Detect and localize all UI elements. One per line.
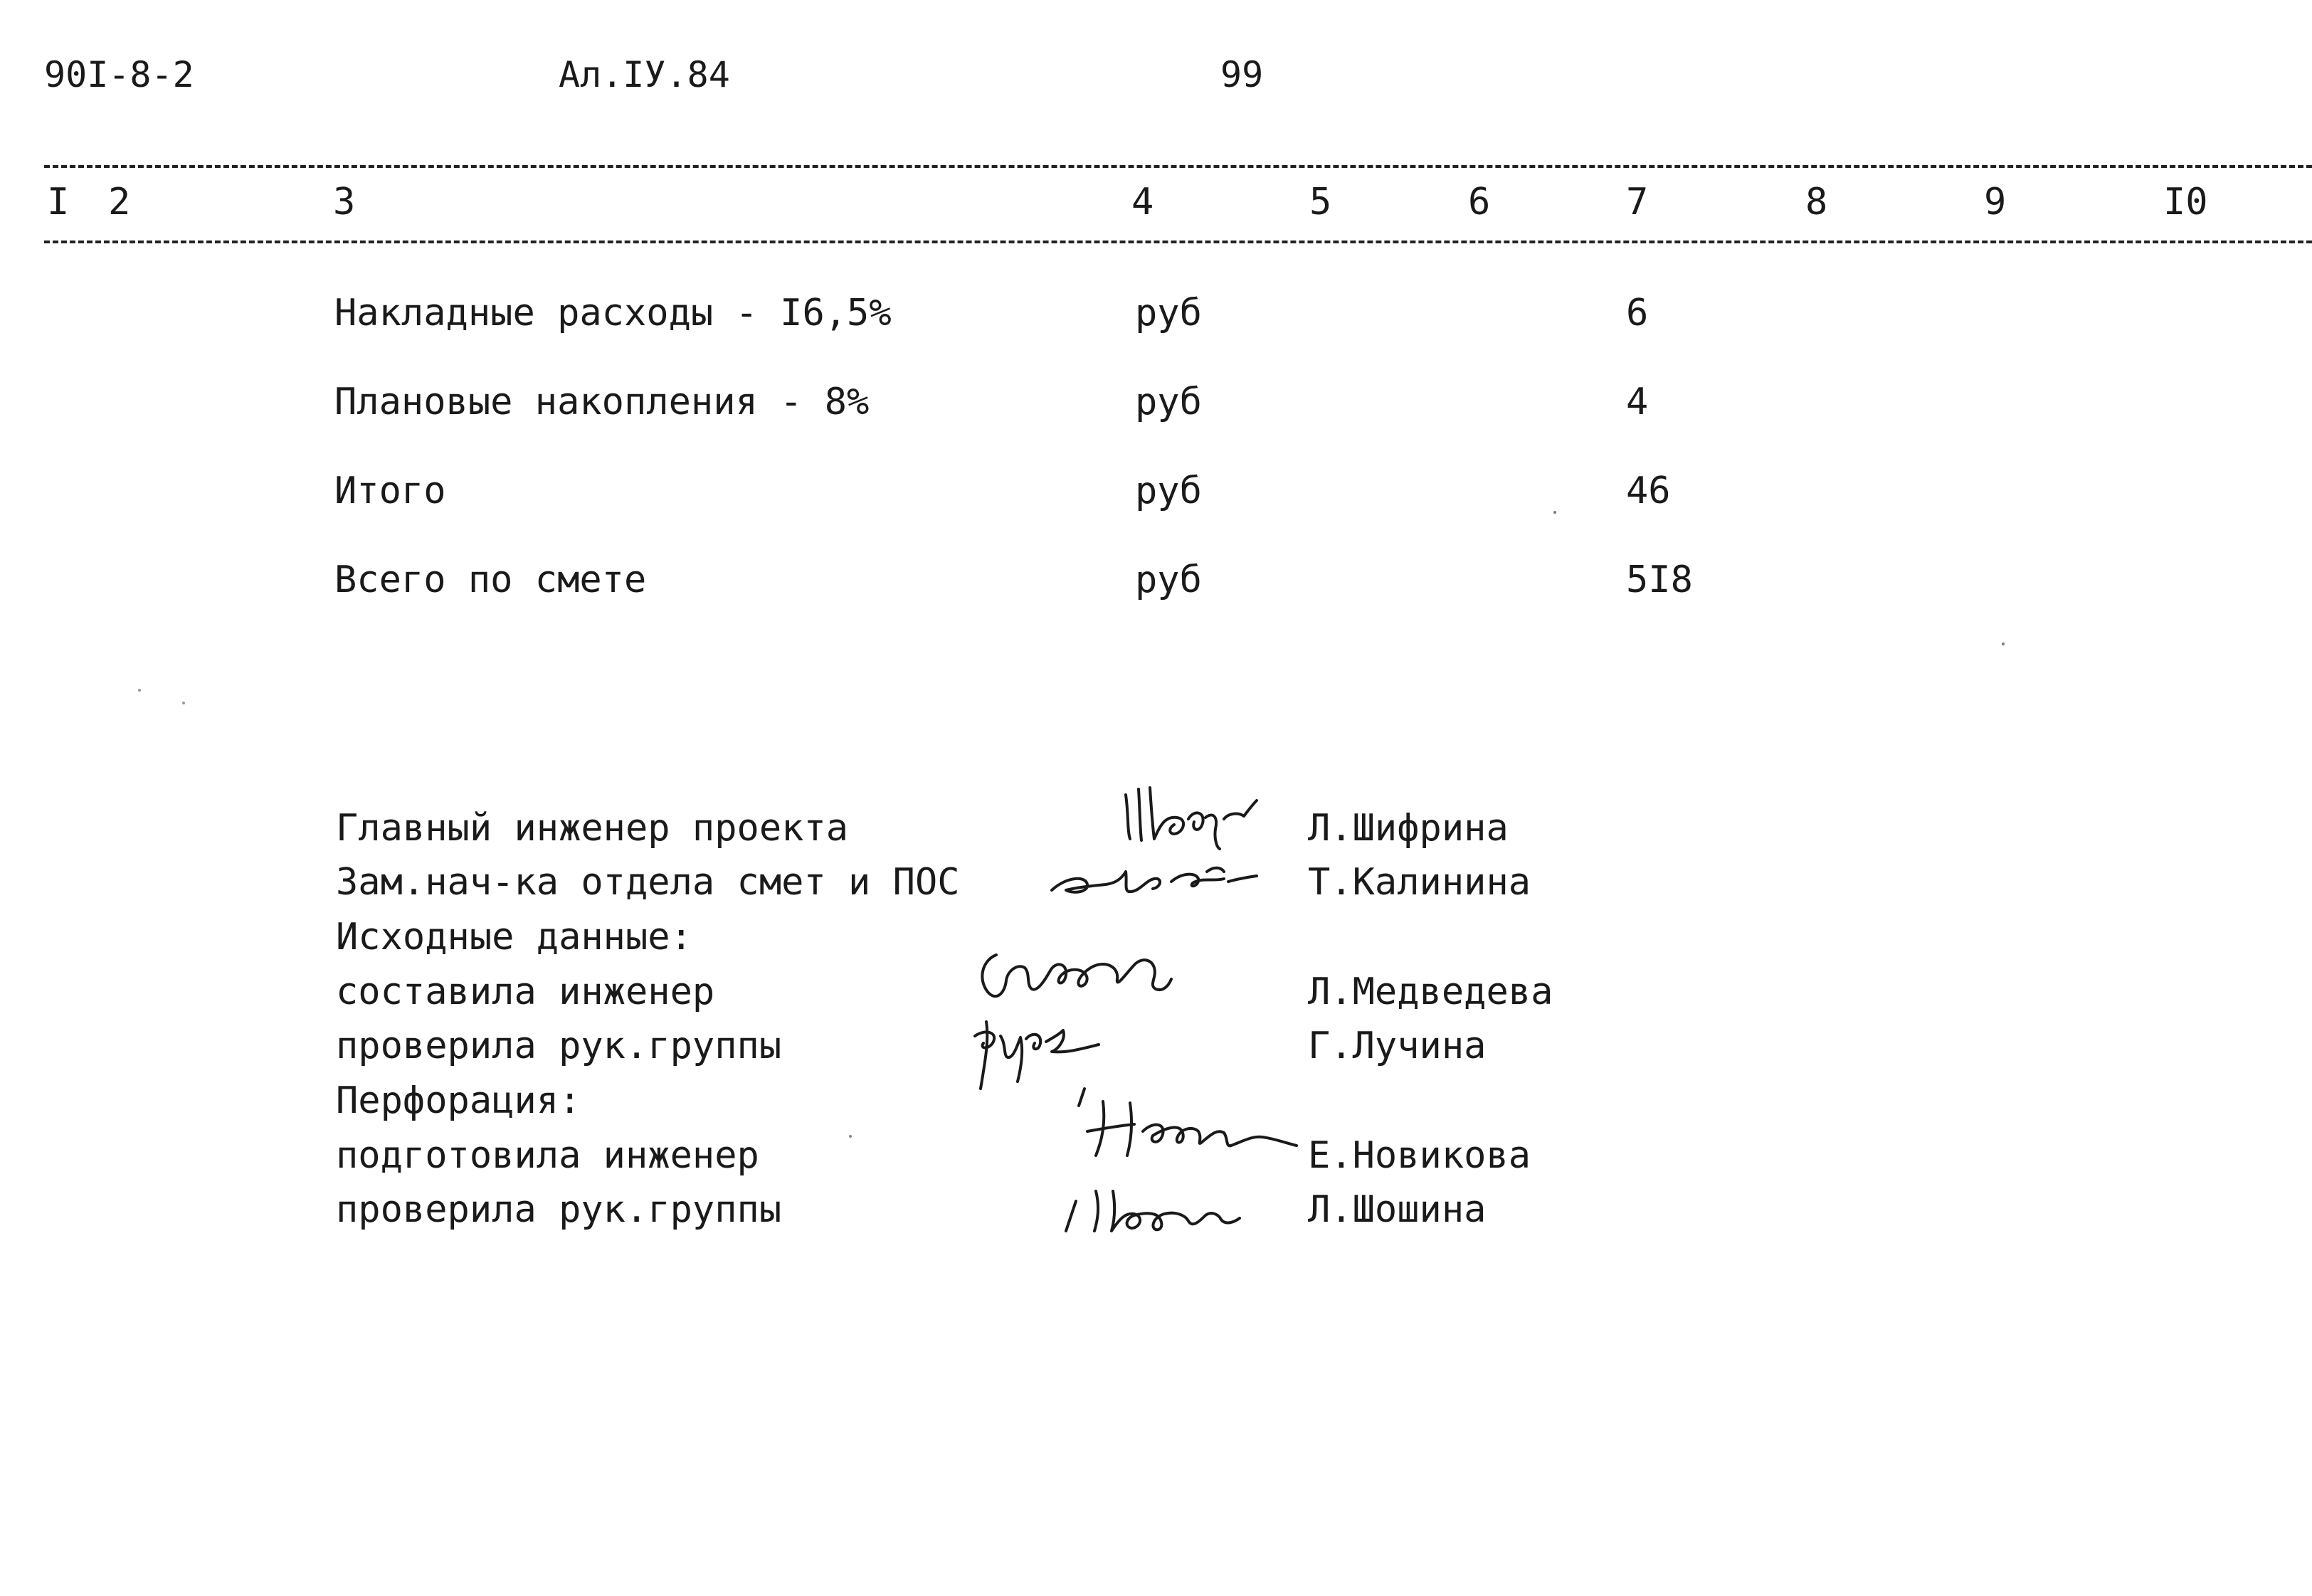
row-value: 6 (1626, 292, 1649, 334)
row-unit: руб (1135, 292, 1202, 334)
column-header-9: 9 (1984, 181, 2007, 223)
signatory-name: Л.Медведева (1308, 971, 1553, 1013)
document-code: 90I-8-2 (44, 54, 194, 95)
column-header-1: I (47, 181, 70, 223)
section-label: Исходные данные: (336, 916, 692, 958)
column-header-2: 2 (108, 181, 131, 223)
column-header-3: 3 (333, 181, 356, 223)
album-number: Ал.IУ.84 (559, 54, 730, 95)
row-unit: руб (1135, 381, 1202, 423)
column-header-6: 6 (1468, 181, 1491, 223)
signature-role: Зам.нач-ка отдела смет и ПОС (336, 861, 960, 904)
signature-role: составила инженер (336, 971, 715, 1013)
row-name: Итого (334, 470, 446, 512)
column-header-8: 8 (1805, 181, 1828, 223)
row-value: 46 (1626, 470, 1671, 512)
signatory-name: Л.Шошина (1308, 1188, 1487, 1231)
signatory-name: Г.Лучина (1308, 1025, 1487, 1067)
page-number: 99 (1220, 54, 1264, 95)
row-name: Всего по смете (334, 559, 647, 601)
section-label: Перфорация: (336, 1079, 581, 1122)
row-name: Накладные расходы - I6,5% (334, 292, 892, 334)
signature-role: Главный инженер проекта (336, 807, 849, 850)
row-value: 5I8 (1626, 559, 1693, 601)
column-header-5: 5 (1309, 181, 1332, 223)
signatory-name: Е.Новикова (1308, 1134, 1531, 1177)
column-header-4: 4 (1131, 181, 1154, 223)
row-unit: руб (1135, 559, 1202, 601)
column-header-7: 7 (1626, 181, 1649, 223)
row-name: Плановые накопления - 8% (334, 381, 870, 423)
column-header-10: I0 (2163, 181, 2208, 223)
signature-role: подготовила инженер (336, 1134, 759, 1177)
signature-role: проверила рук.группы (336, 1188, 782, 1231)
signatory-name: Л.Шифрина (1308, 807, 1509, 850)
row-value: 4 (1626, 381, 1649, 423)
row-unit: руб (1135, 470, 1202, 512)
signature-role: проверила рук.группы (336, 1025, 782, 1067)
signatory-name: Т.Калинина (1308, 861, 1531, 904)
